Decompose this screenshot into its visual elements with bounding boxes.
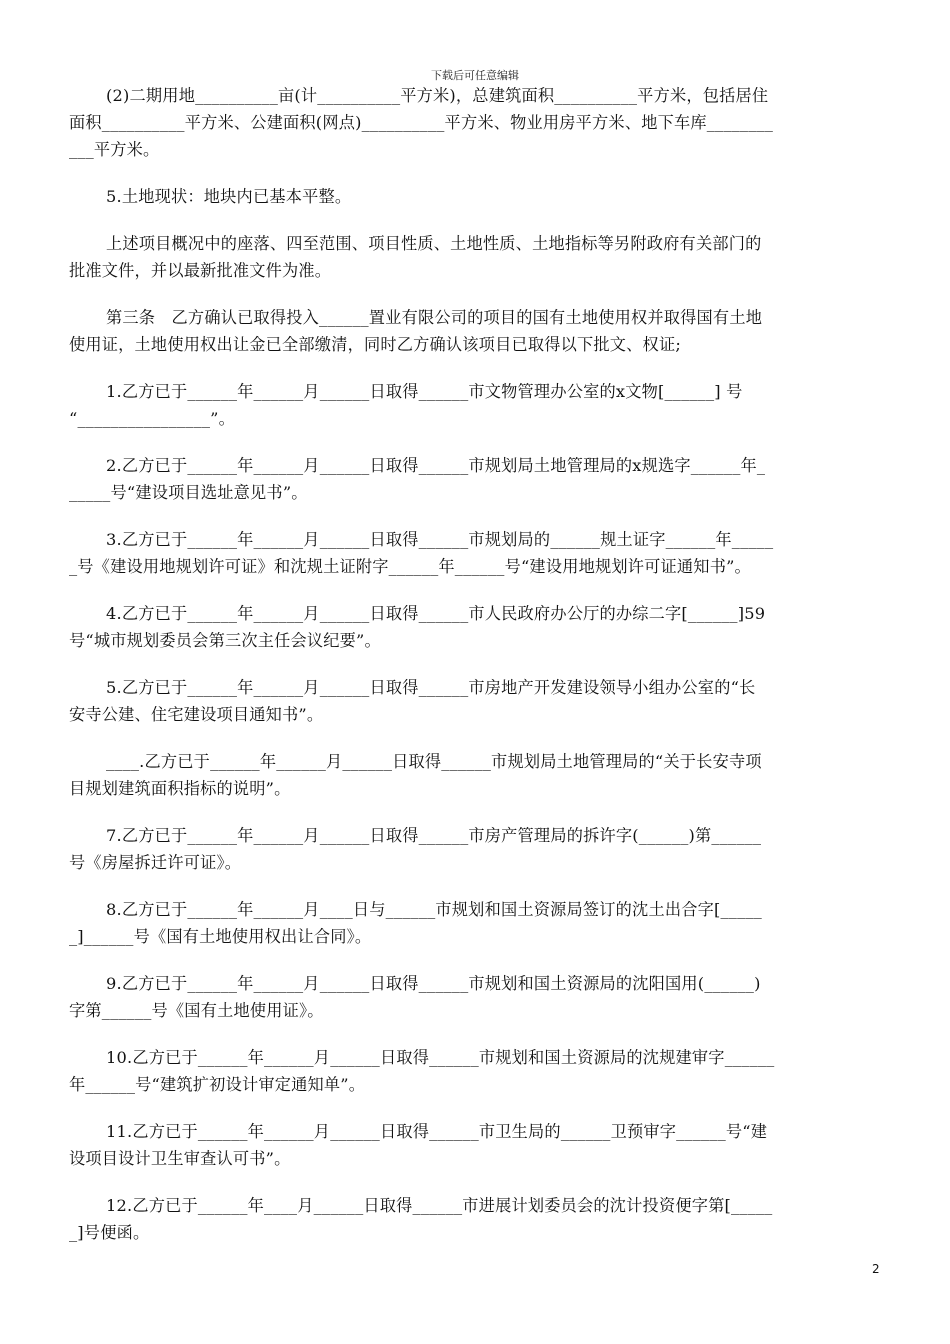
- paragraph: [69, 822, 889, 876]
- paragraph-line: 目规划建筑面积指标的说明”。: [69, 779, 291, 798]
- paragraph-line: 号《房屋拆迁许可证》。: [69, 853, 242, 872]
- paragraph-line: (2)二期用地__________亩(计__________平方米)，总建筑面积__________平方米，包括居住: [106, 86, 769, 105]
- paragraph-line: 设项目设计卫生审查认可书”。: [69, 1149, 291, 1168]
- paragraph: [69, 674, 889, 728]
- paragraph-line: 使用证，土地使用权出让金已全部缴清，同时乙方确认该项目已取得以下批文、权证;: [69, 335, 681, 354]
- paragraph-line: 10.乙方已于______年______月______日取得______市规划和国土资源局的沈规建审字______: [106, 1048, 775, 1067]
- paragraph: [69, 896, 889, 950]
- paragraph-line: 年______号“建筑扩初设计审定通知单”。: [69, 1075, 366, 1094]
- paragraph-line: “________________”。: [69, 409, 236, 428]
- paragraph: [69, 1044, 889, 1098]
- paragraph: [69, 183, 889, 210]
- paragraph-line: 1.乙方已于______年______月______日取得______市文物管理办公室的x文物[______] 号: [106, 382, 743, 401]
- paragraph-line: 第三条 乙方确认已取得投入______置业有限公司的项目的国有土地使用权并取得国有土地: [106, 308, 763, 327]
- paragraph-line: ___平方米。: [69, 140, 160, 159]
- paragraph: [69, 748, 889, 802]
- paragraph-line: 12.乙方已于______年____月______日取得______市进展计划委员会的沈计投资便字第[_____: [106, 1196, 773, 1215]
- paragraph-line: 面积__________平方米、公建面积(网点)__________平方米、物业用房平方米、地下车库________: [69, 113, 774, 132]
- paragraph-line: 5.土地现状：地块内已基本平整。: [106, 187, 352, 206]
- paragraph: [69, 1192, 889, 1246]
- document-body: [69, 82, 889, 1266]
- paragraph: [69, 452, 889, 506]
- paragraph-line: 4.乙方已于______年______月______日取得______市人民政府办公厅的办综二字[______]59: [106, 604, 766, 623]
- paragraph: [69, 970, 889, 1024]
- paragraph-line: 上述项目概况中的座落、四至范围、项目性质、土地性质、土地指标等另附政府有关部门的: [106, 234, 762, 253]
- paragraph: [69, 526, 889, 580]
- paragraph-line: 2.乙方已于______年______月______日取得______市规划局土地管理局的x规选字______年_: [106, 456, 766, 475]
- page-number: 2: [872, 1262, 880, 1276]
- paragraph-line: ____.乙方已于______年______月______日取得______市规划局土地管理局的“关于长安寺项: [106, 752, 762, 771]
- paragraph: [69, 600, 889, 654]
- paragraph-line: 11.乙方已于______年______月______日取得______市卫生局的______卫预审字______号“建: [106, 1122, 768, 1141]
- paragraph-line: 安寺公建、住宅建设项目通知书”。: [69, 705, 324, 724]
- paragraph-line: _____号“建设项目选址意见书”。: [69, 483, 308, 502]
- page-header: 下载后可任意编辑: [431, 69, 519, 82]
- paragraph-line: 9.乙方已于______年______月______日取得______市规划和国土资源局的沈阳国用(______): [106, 974, 761, 993]
- paragraph-line: 3.乙方已于______年______月______日取得______市规划局的______规土证字______年_____: [106, 530, 774, 549]
- paragraph-line: 5.乙方已于______年______月______日取得______市房地产开发建设领导小组办公室的“长: [106, 678, 756, 697]
- paragraph: [69, 378, 889, 432]
- paragraph: [69, 82, 889, 163]
- paragraph-line: 7.乙方已于______年______月______日取得______市房产管理局的拆许字(______)第______: [106, 826, 762, 845]
- paragraph: [69, 304, 889, 358]
- paragraph: [69, 1118, 889, 1172]
- paragraph-line: 批准文件，并以最新批准文件为准。: [69, 261, 332, 280]
- paragraph-line: _]______号《国有土地使用权出让合同》。: [69, 927, 372, 946]
- paragraph: [69, 230, 889, 284]
- paragraph-line: _号《建设用地规划许可证》和沈规土证附字______年______号“建设用地规划许可证通知书”。: [69, 557, 751, 576]
- paragraph-line: 号“城市规划委员会第三次主任会议纪要”。: [69, 631, 381, 650]
- paragraph-line: 字第______号《国有土地使用证》。: [69, 1001, 324, 1020]
- paragraph-line: 8.乙方已于______年______月____日与______市规划和国土资源局签订的沈土出合字[_____: [106, 900, 762, 919]
- paragraph-line: _]号便函。: [69, 1223, 150, 1242]
